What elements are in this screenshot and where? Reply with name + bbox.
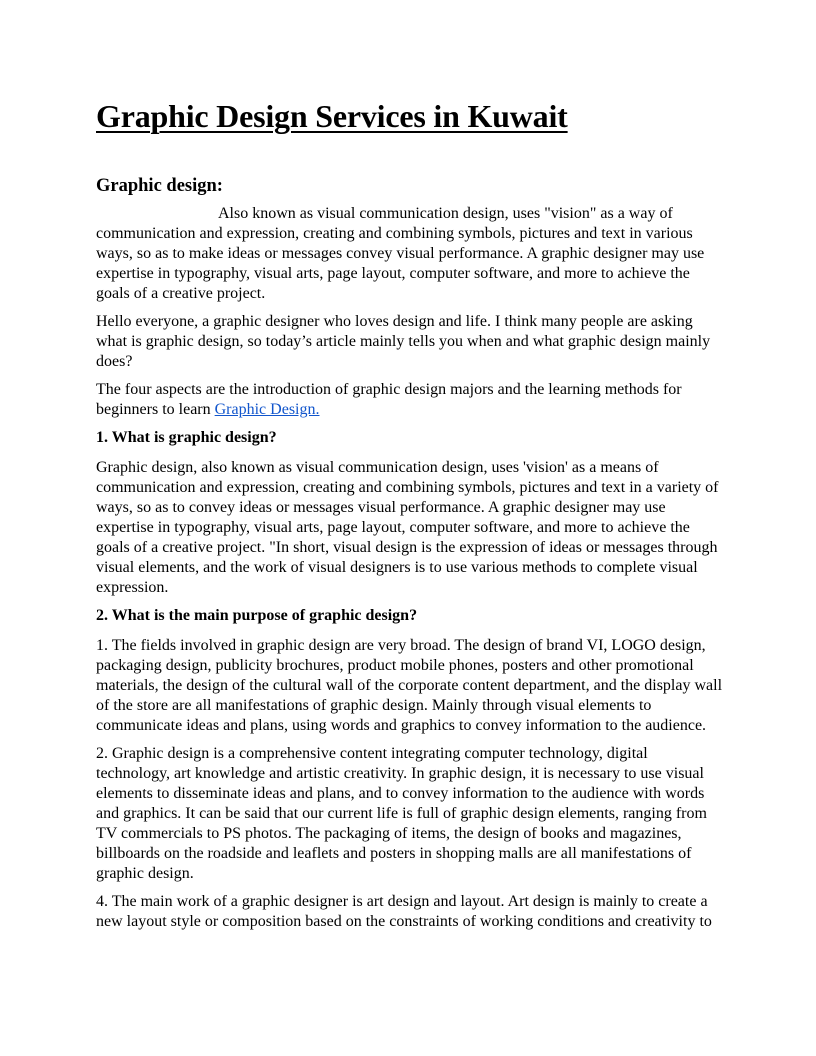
section2-point1: 1. The fields involved in graphic design are very broad. The design of brand VI, LOGO design, packaging design, publicity brochures, product mobile phones, posters and other promotional materials, the design of the cultural wall of the corporate content department, and the display wall of the store are all manifestations of graphic design. Mainly through visual elements to communicate ideas and plans, using words and graphics to convey information to the audience. — [96, 637, 723, 734]
intro-paragraph: Also known as visual communication design, uses "vision" as a way of communication and expression, creating and combining symbols, pictures and text in various ways, so as to make ideas or messages convey visual performance. A graphic designer may use expertise in typography, visual arts, page layout, computer software, and more to achieve the goals of a creative project. — [96, 205, 705, 302]
section1-heading: 1. What is graphic design? — [96, 429, 277, 446]
graphic-design-link[interactable]: Graphic Design. — [214, 401, 320, 418]
document-page — [96, 96, 724, 940]
section2-heading: 2. What is the main purpose of graphic design? — [96, 607, 418, 624]
four-aspects-paragraph — [96, 380, 724, 420]
hello-paragraph: Hello everyone, a graphic designer who loves design and life. I think many people are asking what is graphic design, so today’s article mainly tells you when and what graphic design mainly does? — [96, 313, 711, 370]
section-heading-graphic-design: Graphic design: — [96, 176, 223, 196]
section2-point2: 2. Graphic design is a comprehensive content integrating computer technology, digital technology, art knowledge and artistic creativity. In graphic design, it is necessary to use visual elements to disseminate ideas and plans, and to convey information to the audience with words and graphics. It can be said that our current life is full of graphic design elements, ranging from TV commercials to PS photos. The packaging of items, the design of books and magazines, billboards on the roadside and leaflets and posters in shopping malls are all manifestations of graphic design. — [96, 745, 707, 882]
section2-point4: 4. The main work of a graphic designer is art design and layout. Art design is mainly to create a new layout style or composition based on the constraints of working conditions and creativity to — [96, 893, 712, 930]
section1-body: Graphic design, also known as visual communication design, uses 'vision' as a means of communication and expression, creating and combining symbols, pictures and text in a variety of ways, so as to convey ideas or messages visual performance. A graphic designer may use expertise in typography, visual arts, page layout, computer software, and more to achieve the goals of a creative project. "In short, visual design is the expression of ideas or messages through visual elements, and the work of visual designers is to use various methods to complete visual expression. — [96, 459, 719, 596]
four-aspects-text: The four aspects are the introduction of graphic design majors and the learning methods for beginners to learn — [96, 381, 682, 418]
document-title: Graphic Design Services in Kuwait — [96, 98, 568, 134]
